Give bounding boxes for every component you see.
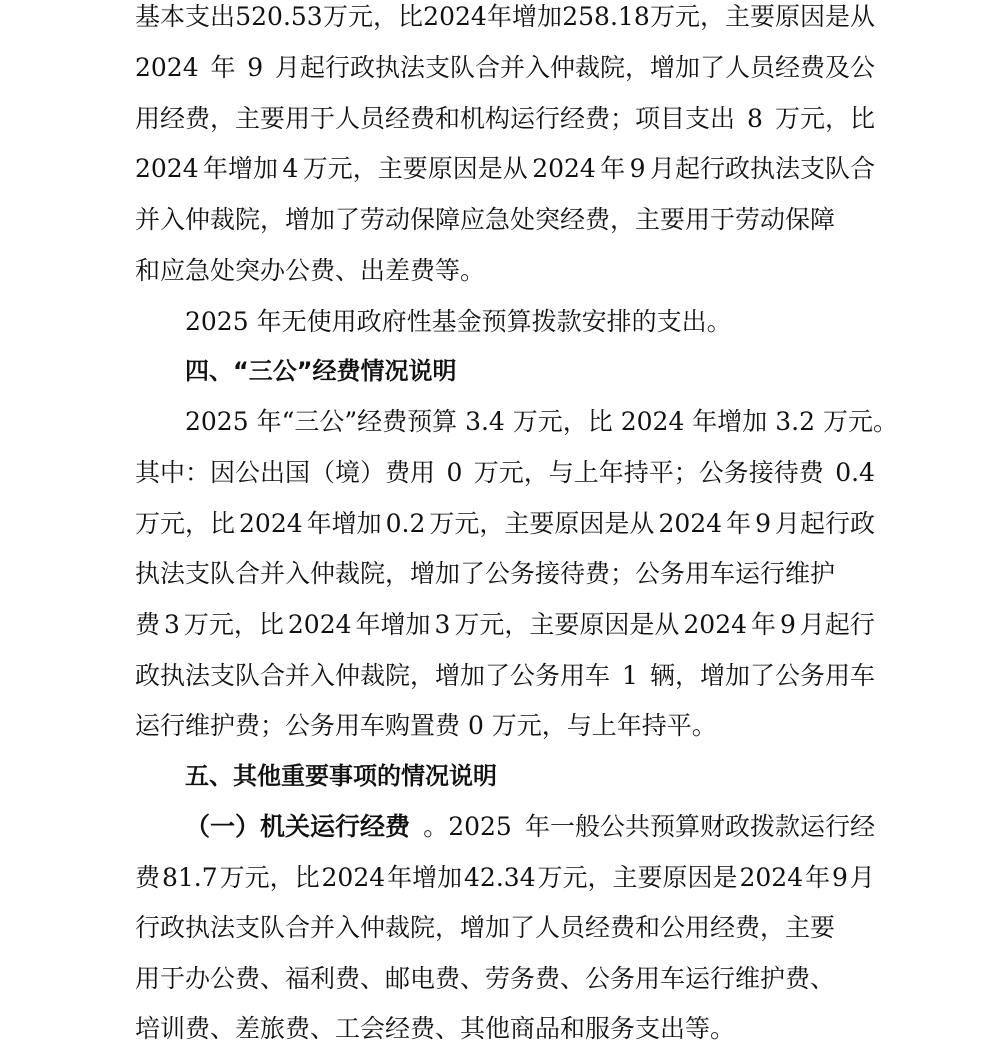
text-segment: 年增加 [306, 509, 382, 538]
subsection-label: （一）机关运行经费 [185, 812, 411, 841]
text-segment: 月 [849, 863, 875, 892]
text-segment: 用于办公费、福利费、邮电费、劳务费、公务用车运行维护费、 [135, 964, 836, 993]
text-segment: 2024 [287, 610, 352, 639]
text-segment: 3 [164, 610, 180, 639]
text-line [135, 51, 875, 85]
text-segment: 月起行 [799, 610, 875, 639]
text-segment: 年 [751, 610, 777, 639]
text-line [135, 557, 875, 591]
text-line: 培训费、差旅费、工会经费、其他商品和服务支出等。 [135, 1014, 736, 1043]
text-segment: 年 [726, 509, 752, 538]
text-segment: 费 [135, 863, 161, 892]
text-segment: 2024 [239, 509, 303, 538]
text-segment: 万元，主要原因是从 [302, 154, 528, 183]
text-segment: 年 [805, 863, 831, 892]
text-line [135, 102, 875, 136]
text-segment: 辆，增加了公务用车 [649, 661, 875, 690]
text-line: 2025 年“三公”经费预算 3.4 万元，比 2024 年增加 3.2 万元。 [185, 407, 898, 436]
text-segment: 月起行政执法支队合并入仲裁院，增加了人员经费及公 [274, 53, 875, 82]
text-segment: 年一般公共预算财政拨款运行经 [524, 812, 875, 841]
text-segment: 万元，主要原因是从 [649, 2, 875, 31]
text-segment: 年 [210, 53, 236, 82]
text-line [135, 152, 875, 186]
text-segment: 9 [247, 53, 264, 82]
text-line: 和应急处突办公费、出差费等。 [135, 256, 486, 285]
section-heading: 四、“三公”经费情况说明 [185, 357, 457, 385]
text-segment: 万元，比 [322, 2, 423, 31]
text-segment: 万元，比 [135, 509, 236, 538]
text-segment: 万元，主要原因是 [537, 863, 738, 892]
text-segment: 其中：因公出国（境）费用 [135, 458, 436, 487]
text-segment: 258.18 [562, 2, 650, 31]
text-line: 运行维护费；公务用车购置费 0 万元，与上年持平。 [135, 711, 717, 740]
text-segment: 0 [446, 458, 463, 487]
text-segment: 万元，主要原因是从 [454, 610, 680, 639]
text-segment: 2024 [739, 863, 804, 892]
text-segment: 1 [622, 661, 638, 690]
text-segment: 9 [755, 509, 771, 538]
text-line [135, 0, 875, 34]
text-segment: 万元，主要原因是从 [429, 509, 655, 538]
text-segment: 政执法支队合并入仲裁院，增加了公务用车 [135, 661, 611, 690]
text-segment: 万元，比 [774, 104, 875, 133]
text-segment: 基本支出 [135, 2, 236, 31]
text-segment: 2024 [423, 2, 487, 31]
text-line [135, 608, 875, 642]
text-segment: 行政执法支队合并入仲裁院，增加了人员经费和公用经费，主要 [135, 913, 836, 942]
text-segment: 年增加 [387, 863, 463, 892]
text-segment: 42.34 [464, 863, 536, 892]
text-segment: 0.2 [385, 509, 426, 538]
text-segment: 费 [135, 610, 161, 639]
text-segment: 9 [629, 154, 646, 183]
text-segment: 月起行政 [774, 509, 875, 538]
text-segment: 2024 [532, 154, 596, 183]
text-segment: 年 [600, 154, 626, 183]
text-segment: 2024 [135, 53, 199, 82]
text-segment: 万元，与上年持平；公务接待费 [473, 458, 824, 487]
text-segment: 万元，比 [219, 863, 320, 892]
text-line [135, 861, 875, 895]
text-segment: 81.7 [161, 863, 218, 892]
text-segment: 2024 [683, 610, 748, 639]
text-segment: 年增加 [203, 154, 279, 183]
text-segment: 9 [832, 863, 848, 892]
text-segment: 8 [747, 104, 763, 133]
text-line [135, 456, 875, 490]
text-segment: 9 [780, 610, 796, 639]
text-line [135, 911, 875, 945]
text-line [135, 203, 875, 237]
text-segment: 2024 [658, 509, 723, 538]
text-segment: 年增加 [355, 610, 431, 639]
text-line [135, 659, 875, 693]
text-segment: 4 [282, 154, 299, 183]
text-segment: 年增加 [487, 2, 563, 31]
text-segment: 万元，比 [183, 610, 284, 639]
text-segment: 3 [434, 610, 451, 639]
text-segment: 用经费，主要用于人员经费和机构运行经费；项目支出 [135, 104, 736, 133]
text-segment: 月起行政执法支队合 [649, 154, 875, 183]
text-line [135, 507, 875, 541]
text-line [135, 962, 875, 996]
text-segment: 2024 [135, 154, 199, 183]
text-segment: 执法支队合并入仲裁院，增加了公务接待费；公务用车运行维护 [135, 559, 836, 588]
text-segment: 2024 [321, 863, 386, 892]
text-segment: 0.4 [835, 458, 875, 487]
text-segment: 。2025 [423, 812, 512, 841]
section-heading: 五、其他重要事项的情况说明 [185, 762, 497, 790]
text-segment: 并入仲裁院，增加了劳动保障应急处突经费，主要用于劳动保障 [135, 205, 836, 234]
text-line [185, 810, 875, 844]
text-segment: 520.53 [235, 2, 323, 31]
gov-fund-note: 2025 年无使用政府性基金预算拨款安排的支出。 [185, 307, 732, 336]
